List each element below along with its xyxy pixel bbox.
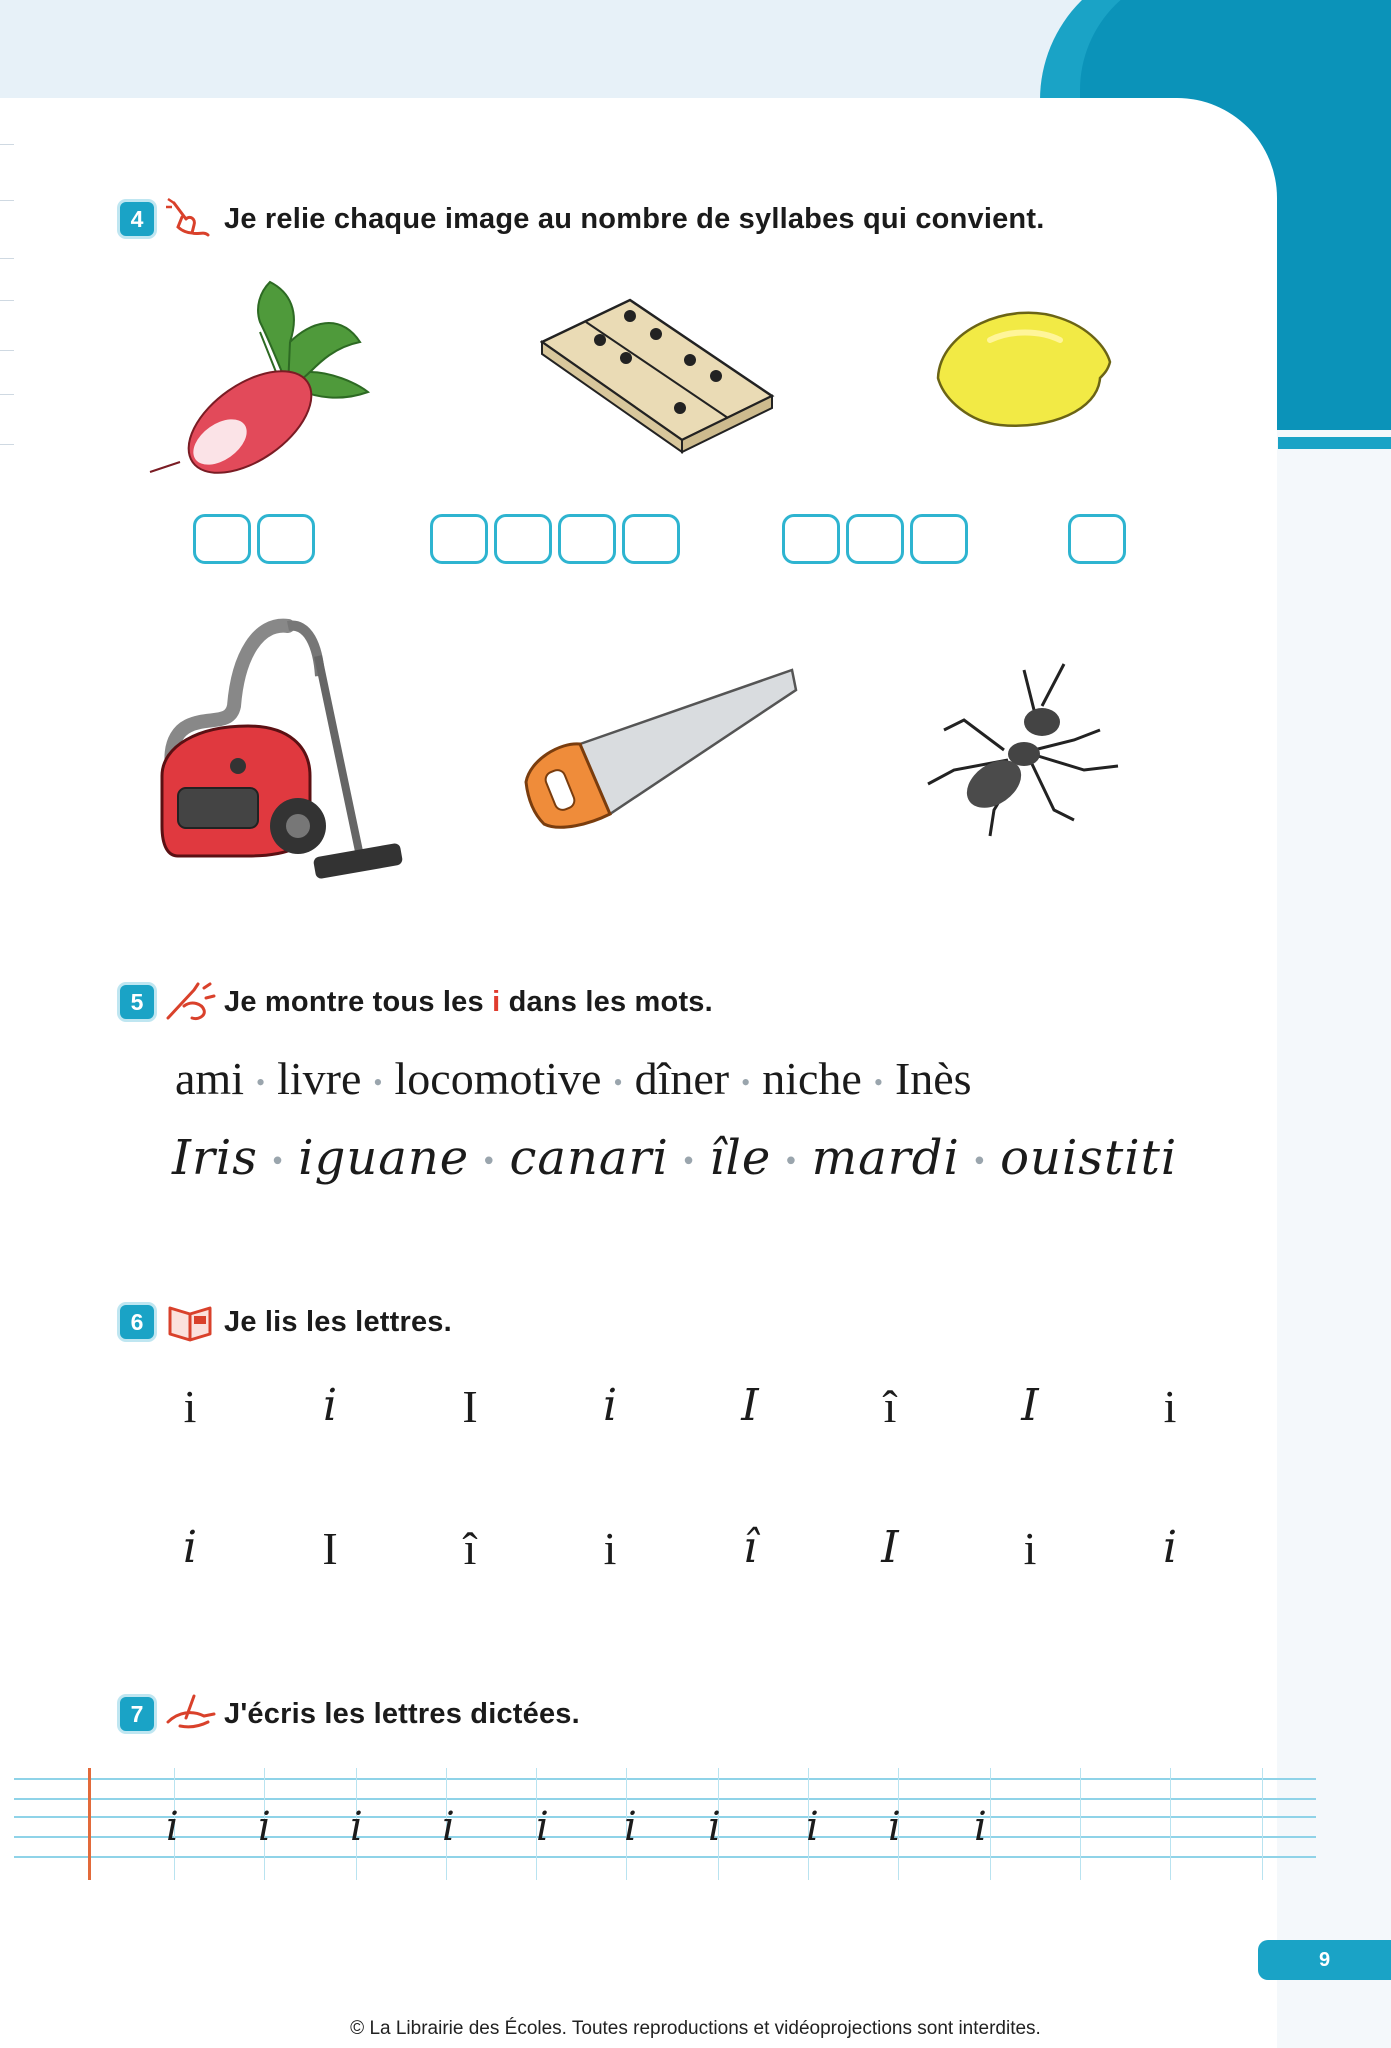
vacuum-cleaner-image xyxy=(138,616,408,896)
open-book-icon xyxy=(164,1300,218,1344)
syllable-box[interactable] xyxy=(193,514,251,564)
letter[interactable]: I xyxy=(1021,1380,1039,1431)
word[interactable]: locomotive xyxy=(394,1053,602,1104)
exercise-7-header xyxy=(120,1692,580,1736)
exercise-6-header xyxy=(120,1300,452,1344)
writing-hand-icon xyxy=(164,1692,218,1736)
exercise-instruction: J'écris les lettres dictées. xyxy=(224,1697,580,1730)
letter[interactable]: i xyxy=(1023,1523,1037,1574)
model-letter: i xyxy=(888,1804,901,1850)
model-letter: i xyxy=(624,1804,637,1850)
syllable-box[interactable] xyxy=(1068,514,1126,564)
domino-image xyxy=(540,296,780,456)
letter-row-1 xyxy=(140,1380,1220,1433)
word[interactable]: livre xyxy=(277,1053,362,1104)
exercise-number: 7 xyxy=(120,1697,154,1731)
letter-row-2 xyxy=(140,1522,1220,1575)
exercise-5-header xyxy=(120,980,713,1024)
syllable-box[interactable] xyxy=(494,514,552,564)
model-letter: i xyxy=(708,1804,721,1850)
word[interactable]: île xyxy=(709,1130,772,1186)
model-letter: i xyxy=(166,1804,179,1850)
exercise-instruction: Je lis les lettres. xyxy=(224,1305,452,1338)
word[interactable]: iguane xyxy=(298,1130,470,1186)
letter[interactable]: I xyxy=(741,1380,759,1431)
writing-lines[interactable] xyxy=(14,1768,1316,1880)
letter[interactable]: I xyxy=(881,1522,899,1573)
exercise-instruction: Je montre tous les i dans les mots. xyxy=(224,985,713,1018)
highlight-letter: i xyxy=(492,985,501,1018)
ant-image xyxy=(924,660,1124,840)
exercise-number: 4 xyxy=(120,202,154,236)
letter[interactable]: î xyxy=(742,1522,758,1573)
exercise-number: 5 xyxy=(120,985,154,1019)
word[interactable]: ouistiti xyxy=(1000,1130,1178,1186)
letter[interactable]: î xyxy=(463,1523,477,1574)
model-letter: i xyxy=(806,1804,819,1850)
printed-word-list: ami • livre • locomotive • dîner • niche • Inès xyxy=(175,1053,972,1104)
letter[interactable]: i xyxy=(1162,1522,1178,1573)
model-letter: i xyxy=(258,1804,271,1850)
page-number: 9 xyxy=(1258,1940,1391,1980)
lemon-image xyxy=(930,300,1120,435)
letter[interactable]: i xyxy=(183,1381,197,1432)
tab-stripe xyxy=(1278,437,1391,449)
radish-image xyxy=(140,272,380,482)
model-letter: i xyxy=(974,1804,987,1850)
letter[interactable]: I xyxy=(322,1523,338,1574)
syllable-box-group-4[interactable] xyxy=(430,514,686,564)
word[interactable]: dîner xyxy=(634,1053,730,1104)
syllable-box[interactable] xyxy=(257,514,315,564)
pointing-hand-icon xyxy=(164,197,218,241)
syllable-box[interactable] xyxy=(622,514,680,564)
word[interactable]: Iris xyxy=(172,1130,258,1186)
word[interactable]: mardi xyxy=(811,1130,960,1186)
letter[interactable]: i xyxy=(602,1380,618,1431)
letter[interactable]: î xyxy=(883,1381,897,1432)
word[interactable]: canari xyxy=(509,1130,669,1186)
exercise-4-header xyxy=(120,197,1044,241)
word[interactable]: Inès xyxy=(894,1053,972,1104)
letter[interactable]: i xyxy=(1163,1381,1177,1432)
letter[interactable]: i xyxy=(182,1522,198,1573)
letter[interactable]: i xyxy=(322,1380,338,1431)
exercise-instruction: Je relie chaque image au nombre de syllabes qui convient. xyxy=(224,202,1045,235)
saw-image xyxy=(520,664,800,834)
word[interactable]: niche xyxy=(762,1053,862,1104)
letter[interactable]: i xyxy=(603,1523,617,1574)
syllable-box-group-2[interactable] xyxy=(193,514,321,564)
pointing-hand-icon xyxy=(164,980,218,1024)
syllable-box[interactable] xyxy=(846,514,904,564)
cursive-word-list: Iris • iguane • canari • île • mardi • ouistiti xyxy=(172,1130,1178,1186)
copyright-footer: © La Librairie des Écoles. Toutes reproductions et vidéoprojections sont interdites. xyxy=(350,2018,1041,2039)
margin-line xyxy=(88,1768,91,1880)
syllable-box[interactable] xyxy=(558,514,616,564)
syllable-box[interactable] xyxy=(910,514,968,564)
model-letter: i xyxy=(350,1804,363,1850)
model-letter: i xyxy=(536,1804,549,1850)
exercise-number: 6 xyxy=(120,1305,154,1339)
syllable-box-group-3[interactable] xyxy=(782,514,974,564)
syllable-box[interactable] xyxy=(430,514,488,564)
letter[interactable]: I xyxy=(462,1381,478,1432)
model-letter: i xyxy=(442,1804,455,1850)
word[interactable]: ami xyxy=(175,1053,244,1104)
syllable-box[interactable] xyxy=(782,514,840,564)
syllable-box-group-1[interactable] xyxy=(1068,514,1132,564)
